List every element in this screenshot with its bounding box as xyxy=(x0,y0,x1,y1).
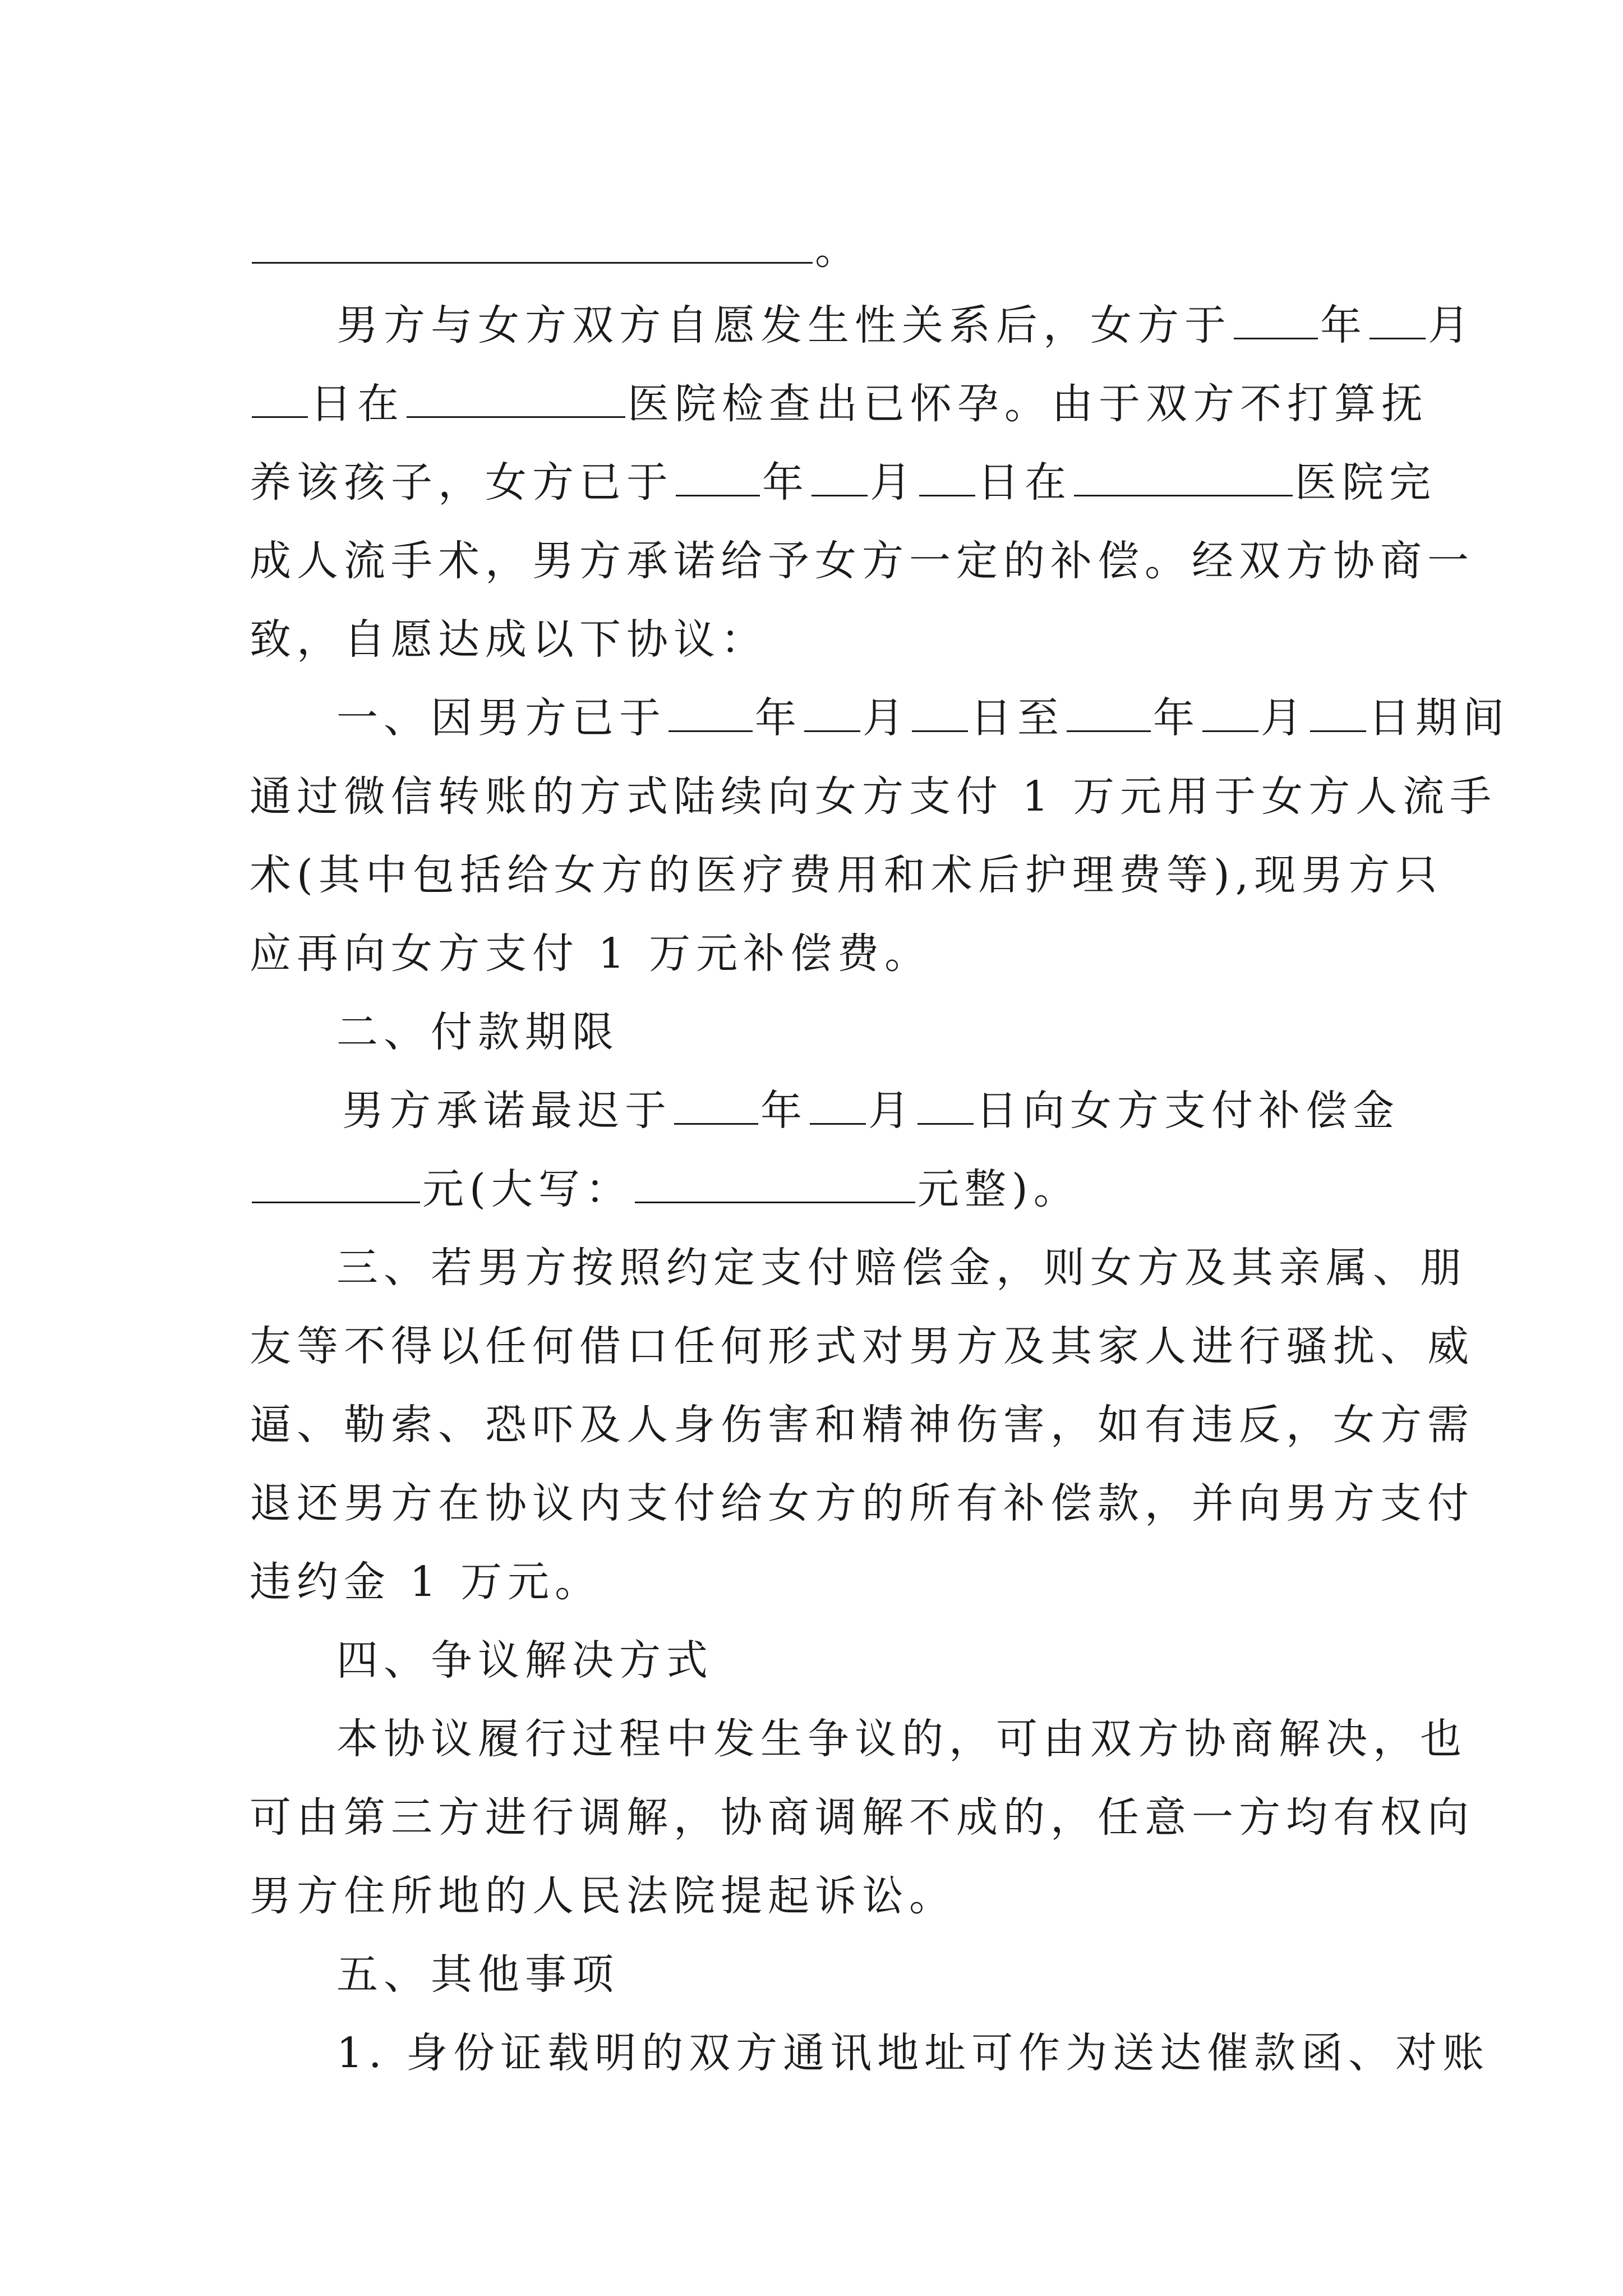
text-segment: 男方承诺最迟于 xyxy=(342,1087,672,1135)
text-segment: 成人流手术，男方承诺给予女方一定的补偿。经双方协商一 xyxy=(250,537,1474,585)
text-segment: 逼、勒索、恐吓及人身伤害和精神伤害，如有违反，女方需 xyxy=(250,1401,1474,1449)
text-segment: 男方与女方双方自愿发生性关系后，女方于 xyxy=(336,301,1232,349)
text-segment: 月 xyxy=(1428,301,1475,349)
fill-in-blank[interactable] xyxy=(1370,292,1426,339)
fill-in-blank[interactable] xyxy=(1310,684,1366,732)
text-segment: 年 xyxy=(762,458,809,507)
text-segment: 年 xyxy=(760,1087,808,1135)
text-segment: 年 xyxy=(755,694,802,742)
text-segment: 违约金 1 万元。 xyxy=(250,1558,602,1606)
fill-in-blank[interactable] xyxy=(635,1156,915,1203)
text-segment: 年 xyxy=(1153,694,1200,742)
text-line xyxy=(250,1150,1081,1228)
text-line xyxy=(250,1857,956,1935)
text-line xyxy=(250,443,1436,522)
text-line xyxy=(250,522,1474,600)
text-segment: 。 xyxy=(815,226,862,274)
text-segment: 一、因男方已于 xyxy=(336,694,666,742)
text-segment: 月 xyxy=(863,694,910,742)
text-line xyxy=(250,1778,1474,1857)
text-segment: 退还男方在协议内支付给女方的所有补偿款，并向男方支付 xyxy=(250,1479,1474,1527)
text-line xyxy=(336,679,1510,757)
text-line xyxy=(250,600,768,679)
text-segment: 日在 xyxy=(978,458,1072,507)
text-line xyxy=(336,1700,1467,1778)
text-segment: 通过微信转账的方式陆续向女方支付 1 万元用于女方人流手 xyxy=(250,772,1497,821)
text-segment: 年 xyxy=(1320,301,1367,349)
fill-in-blank[interactable] xyxy=(811,449,868,496)
fill-in-blank[interactable] xyxy=(676,449,760,496)
text-line xyxy=(250,365,1428,443)
text-segment: 月 xyxy=(870,458,917,507)
text-segment: 男方住所地的人民法院提起诉讼。 xyxy=(250,1872,956,1920)
text-segment: 本协议履行过程中发生争议的，可由双方协商解决，也 xyxy=(336,1715,1467,1763)
text-line xyxy=(250,757,1497,836)
fill-in-blank[interactable] xyxy=(668,684,753,732)
text-segment: 友等不得以任何借口任何形式对男方及其家人进行骚扰、威 xyxy=(250,1322,1474,1370)
text-segment: 致，自愿达成以下协议： xyxy=(250,615,768,664)
text-segment: 应再向女方支付 1 万元补偿费。 xyxy=(250,930,932,978)
fill-in-blank[interactable] xyxy=(1234,292,1318,339)
text-segment: 医院检查出已怀孕。由于双方不打算抚 xyxy=(628,380,1428,428)
text-segment: 日向女方支付补偿金 xyxy=(976,1087,1400,1135)
text-line xyxy=(250,914,932,993)
fill-in-blank[interactable] xyxy=(804,684,860,732)
text-segment: 元整)。 xyxy=(917,1165,1081,1213)
fill-in-blank[interactable] xyxy=(252,370,308,418)
text-line xyxy=(250,1543,602,1621)
fill-in-blank[interactable] xyxy=(919,449,975,496)
text-segment: 月 xyxy=(1261,694,1308,742)
text-line xyxy=(250,1307,1474,1386)
section-heading xyxy=(336,1621,713,1700)
text-segment: 四、争议解决方式 xyxy=(336,1636,713,1685)
text-line xyxy=(250,210,862,289)
text-line xyxy=(342,1071,1400,1150)
fill-in-blank[interactable] xyxy=(1067,684,1151,732)
fill-in-blank[interactable] xyxy=(407,370,625,418)
text-line xyxy=(250,1386,1474,1464)
text-line xyxy=(250,1464,1474,1543)
text-segment: 1. 身份证载明的双方通讯地址可作为送达催款函、对账 xyxy=(336,2029,1490,2077)
section-heading xyxy=(336,993,619,1071)
text-line xyxy=(336,286,1475,365)
text-segment: 日至 xyxy=(970,694,1064,742)
text-line xyxy=(336,1228,1467,1307)
fill-in-blank[interactable] xyxy=(912,684,968,732)
text-segment: 三、若男方按照约定支付赔偿金，则女方及其亲属、朋 xyxy=(336,1244,1467,1292)
fill-in-blank[interactable] xyxy=(252,216,813,264)
text-line xyxy=(336,2014,1490,2092)
text-segment: 日在 xyxy=(310,380,404,428)
fill-in-blank[interactable] xyxy=(674,1077,758,1125)
text-segment: 元(大写： xyxy=(422,1165,633,1213)
fill-in-blank[interactable] xyxy=(810,1077,866,1125)
text-segment: 月 xyxy=(868,1087,915,1135)
fill-in-blank[interactable] xyxy=(252,1156,420,1203)
text-line xyxy=(250,836,1442,914)
text-segment: 日期间 xyxy=(1368,694,1510,742)
fill-in-blank[interactable] xyxy=(917,1077,974,1125)
text-segment: 医院完 xyxy=(1295,458,1436,507)
text-segment: 术(其中包括给女方的医疗费用和术后护理费等),现男方只 xyxy=(250,851,1443,899)
text-segment: 五、其他事项 xyxy=(336,1950,619,1999)
fill-in-blank[interactable] xyxy=(1074,449,1293,496)
text-segment: 可由第三方进行调解，协商调解不成的，任意一方均有权向 xyxy=(250,1793,1474,1842)
text-segment: 二、付款期限 xyxy=(336,1008,619,1056)
fill-in-blank[interactable] xyxy=(1202,684,1258,732)
section-heading xyxy=(336,1935,619,2014)
text-segment: 养该孩子，女方已于 xyxy=(250,458,674,507)
